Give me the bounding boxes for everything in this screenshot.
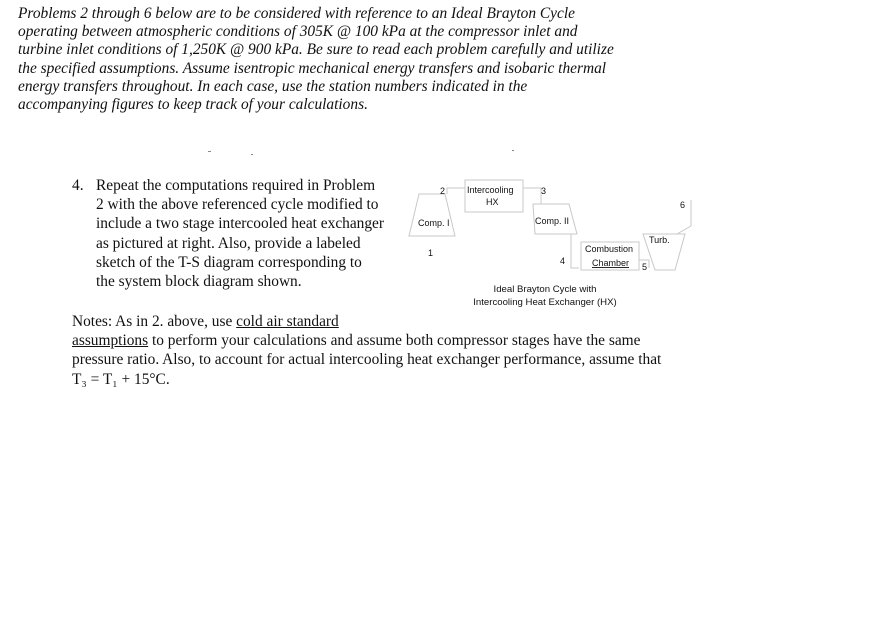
scan-speck [208, 151, 211, 152]
combustion-label-line2: Chamber [592, 258, 630, 268]
turbine-label: Turb. [649, 235, 670, 245]
flow-line-3 [523, 188, 541, 204]
flow-line-2 [447, 188, 465, 194]
intro-line-4: the specified assumptions. Assume isentropic mechanical energy transfers and isobaric thermal [18, 59, 607, 77]
notes-line-1 [72, 312, 712, 331]
intro-line-5: energy transfers throughout. In each case, use the station numbers indicated in the [18, 77, 528, 95]
combustion-label-line1: Combustion [585, 244, 634, 254]
problem-line-2: 2 with the above referenced cycle modified to [96, 196, 379, 214]
notes-paragraph [72, 312, 712, 389]
station-6-label: 6 [680, 200, 686, 210]
hx-label-line2: HX [486, 197, 499, 207]
hx-label-line1: Intercooling [467, 185, 514, 195]
station-5-label: 5 [642, 262, 648, 272]
intro-line-3: turbine inlet conditions of 1,250K @ 900 kPa. Be sure to read each problem carefully and utilize [18, 41, 614, 59]
problem-line-3: include a two stage intercooled heat exchanger [96, 215, 385, 233]
flow-line-4 [571, 234, 579, 268]
notes-line-2 [72, 331, 712, 350]
notes-underlined-cold-air: cold air standard [236, 313, 339, 330]
problem-body [96, 176, 384, 291]
caption-line-2: Intercooling Heat Exchanger (HX) [473, 296, 617, 308]
scan-speck [251, 154, 253, 155]
problem-line-5: sketch of the T-S diagram corresponding to [96, 253, 362, 271]
intro-paragraph [18, 5, 658, 114]
problem-line-1: Repeat the computations required in Problem [96, 177, 376, 194]
brayton-block-diagram [405, 170, 705, 290]
notes-line-4: T₃ = T₁ + 15°C. [72, 370, 170, 388]
intro-line-1: Problems 2 through 6 below are to be considered with reference to an Ideal Brayton Cycle [18, 5, 575, 22]
problem-number: 4. [72, 177, 84, 194]
problem-line-4: as pictured at right. Also, provide a labeled [96, 234, 361, 252]
problem-line-6: the system block diagram shown. [96, 273, 302, 291]
compressor-2-label: Comp. II [535, 216, 570, 226]
station-3-label: 3 [541, 186, 547, 196]
compressor-1-shape [409, 194, 455, 236]
station-1-label: 1 [428, 248, 434, 258]
intro-line-2: operating between atmospheric conditions of 305K @ 100 kPa at the compressor inlet and [18, 23, 578, 41]
notes-underlined-assumptions: assumptions [72, 332, 149, 350]
station-4-label: 4 [560, 256, 566, 266]
notes-line-2-rest: to perform your calculations and assume both compressor stages have the same [148, 332, 641, 350]
notes-line-3: pressure ratio. Also, to account for actual intercooling heat exchanger performance, assume that [72, 351, 662, 369]
scan-speck [512, 150, 514, 151]
notes-prefix: Notes: As in 2. above, use [72, 313, 237, 330]
compressor-1-label: Comp. I [418, 218, 450, 228]
caption-line-1: Ideal Brayton Cycle with [493, 284, 597, 295]
intro-line-6: accompanying figures to keep track of your calculations. [18, 96, 368, 114]
station-2-label: 2 [440, 186, 446, 196]
diagram-caption [470, 284, 620, 309]
